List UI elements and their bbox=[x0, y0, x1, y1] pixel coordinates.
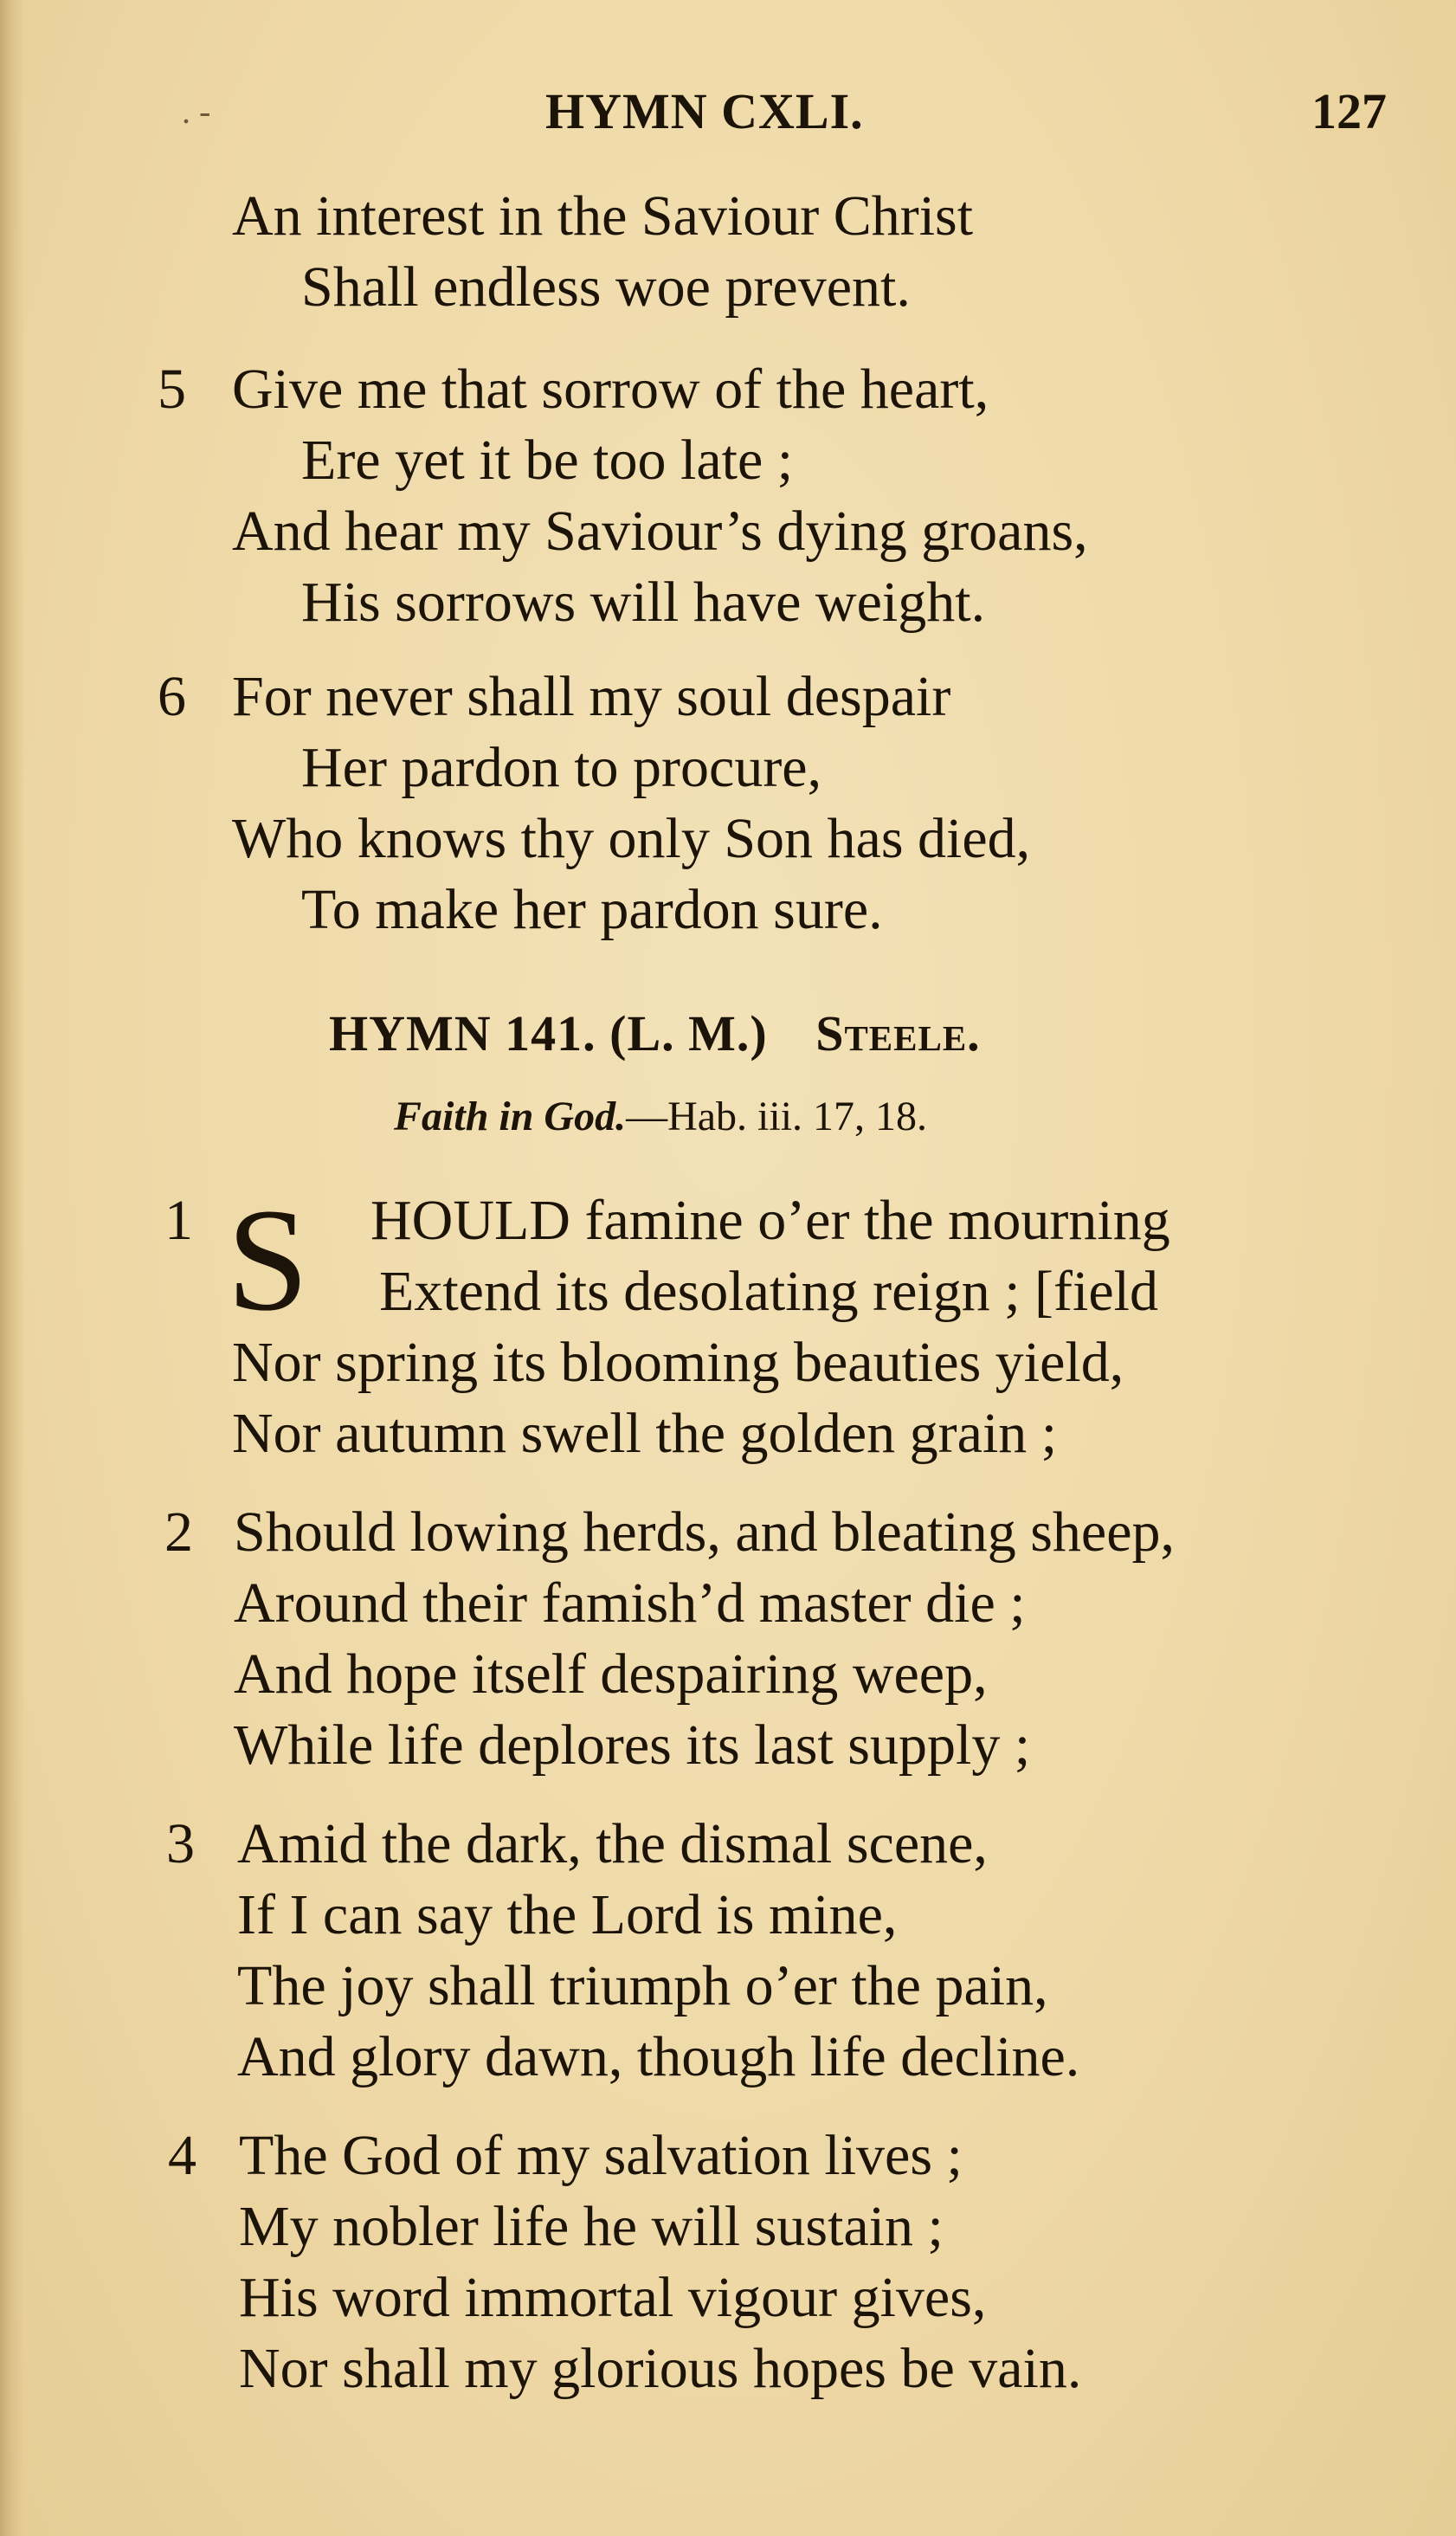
verse-line: Extend its desolating reign ; [field bbox=[379, 1260, 1158, 1323]
verse-line: If I can say the Lord is mine, bbox=[237, 1883, 898, 1946]
running-head: HYMN CXLI. bbox=[545, 83, 864, 139]
verse-line: Should lowing herds, and bleating sheep, bbox=[234, 1500, 1176, 1564]
verse-line: To make her pardon sure. bbox=[301, 878, 883, 941]
verse-line: Nor spring its blooming beauties yield, bbox=[232, 1331, 1124, 1394]
stanza-number: 6 bbox=[158, 665, 186, 728]
hymn-subtitle bbox=[394, 1093, 927, 1140]
verse-line: Around their famish’d master die ; bbox=[234, 1571, 1026, 1635]
verse-line: Nor shall my glorious hopes be vain. bbox=[239, 2337, 1082, 2400]
verse-line: His sorrows will have weight. bbox=[301, 571, 986, 634]
stanza-number: 3 bbox=[166, 1812, 195, 1875]
verse-line: For never shall my soul despair bbox=[232, 665, 951, 728]
stanza-number: 5 bbox=[158, 358, 186, 421]
scripture-reference: —Hab. iii. 17, 18. bbox=[626, 1094, 928, 1139]
stanza-number: 4 bbox=[168, 2124, 196, 2187]
verse-line: Ere yet it be too late ; bbox=[301, 429, 794, 492]
hymn-author: Steele. bbox=[815, 1005, 981, 1062]
verse-line: The joy shall triumph o’er the pain, bbox=[237, 1954, 1048, 2017]
stanza-number: 2 bbox=[164, 1500, 193, 1564]
verse-line: My nobler life he will sustain ; bbox=[239, 2195, 944, 2258]
verse-line: While life deplores its last supply ; bbox=[234, 1713, 1031, 1777]
page-header bbox=[0, 82, 1456, 152]
verse-line: Shall endless woe prevent. bbox=[301, 255, 911, 319]
page-gutter bbox=[0, 0, 24, 2536]
verse-line: Her pardon to procure, bbox=[301, 736, 822, 799]
verse-line: His word immortal vigour gives, bbox=[239, 2266, 987, 2329]
drop-cap: S bbox=[227, 1178, 309, 1341]
verse-line: Amid the dark, the dismal scene, bbox=[237, 1812, 988, 1875]
page-number: 127 bbox=[1311, 83, 1387, 139]
hymn-number: HYMN 141. (L. M.) bbox=[329, 1005, 768, 1062]
verse-line: The God of my salvation lives ; bbox=[239, 2124, 963, 2187]
hymn-topic: Faith in God. bbox=[394, 1094, 627, 1139]
verse-line: Give me that sorrow of the heart, bbox=[232, 358, 989, 421]
verse-line: Nor autumn swell the golden grain ; bbox=[232, 1402, 1058, 1465]
verse-line: And hear my Saviour’s dying groans, bbox=[232, 500, 1088, 563]
verse-line: And hope itself despairing weep, bbox=[234, 1642, 988, 1706]
header-mark: . - bbox=[182, 92, 211, 131]
verse-line: And glory dawn, though life decline. bbox=[237, 2025, 1080, 2088]
verse-line: Who knows thy only Son has died, bbox=[232, 807, 1031, 870]
stanza-number: 1 bbox=[164, 1189, 193, 1252]
verse-line: An interest in the Saviour Christ bbox=[232, 184, 974, 248]
verse-line: HOULD famine o’er the mourning bbox=[370, 1189, 1170, 1252]
hymn-title bbox=[329, 1004, 981, 1062]
